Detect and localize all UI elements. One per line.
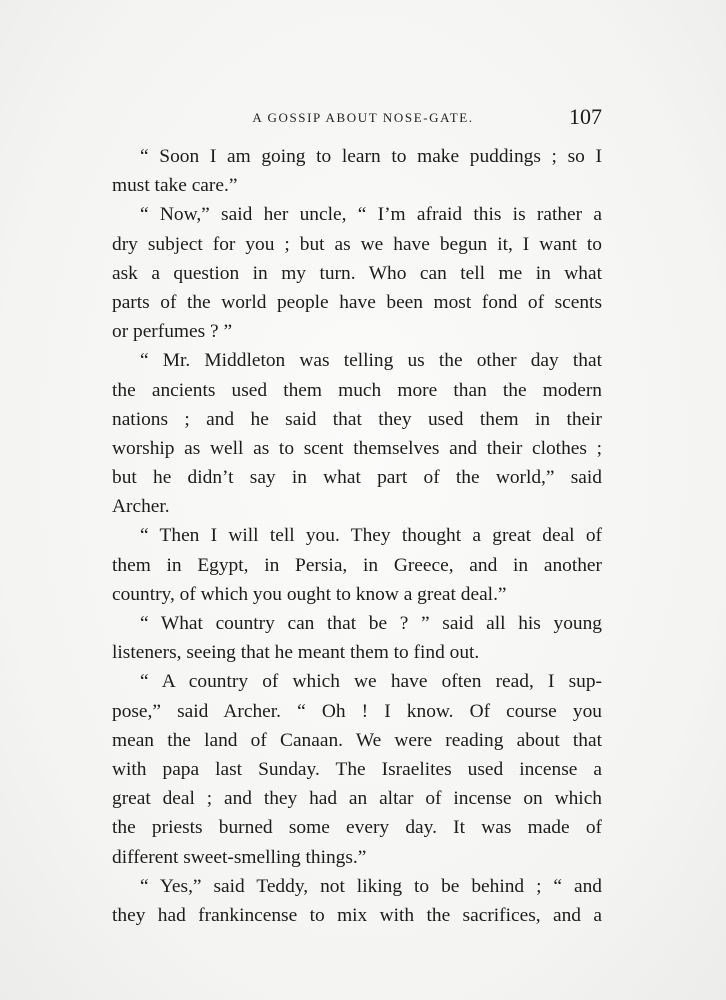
text-line: pose,” said Archer. “ Oh ! I know. Of course you [112, 700, 602, 722]
text-line: they had frankincense to mix with the sacrifices, and a [112, 904, 602, 926]
text-line: but he didn’t say in what part of the world,” said [112, 467, 602, 489]
text-line: “ A country of which we have often read, I sup- [140, 671, 602, 693]
text-line: the priests burned some every day. It was made of [112, 817, 602, 839]
text-line: nations ; and he said that they used them in their [112, 408, 602, 430]
text-line: “ Then I will tell you. They thought a great deal of [140, 525, 602, 547]
page-number: 107 [569, 104, 602, 129]
text-line: “ Mr. Middleton was telling us the other day that [140, 350, 602, 372]
text-line: dry subject for you ; but as we have begun it, I want to [112, 233, 602, 255]
body-text [112, 142, 602, 930]
text-line: “ Yes,” said Teddy, not liking to be behind ; “ and [140, 875, 602, 897]
text-line: “ What country can that be ? ” said all his young [140, 613, 602, 634]
text-line: different sweet-smelling things.” [112, 846, 367, 868]
text-line: “ Now,” said her uncle, “ I’m afraid this is rather a [140, 204, 602, 226]
text-line: parts of the world people have been most fond of scents [112, 291, 602, 313]
text-line: with papa last Sunday. The Israelites used incense a [112, 758, 602, 780]
running-title: A GOSSIP ABOUT NOSE-GATE. [252, 110, 474, 125]
text-line: listeners, seeing that he meant them to find out. [112, 642, 480, 664]
text-line: great deal ; and they had an altar of incense on which [112, 788, 602, 810]
text-line: must take care.” [112, 175, 238, 197]
text-line: or perfumes ? ” [112, 321, 233, 343]
text-line: Archer. [112, 496, 170, 518]
text-line: mean the land of Canaan. We were reading about that [112, 729, 602, 751]
text-line: country, of which you ought to know a great deal.” [112, 583, 507, 605]
page-header [112, 104, 602, 132]
text-line: worship as well as to scent themselves and their clothes ; [112, 437, 602, 459]
text-line: them in Egypt, in Persia, in Greece, and in another [112, 554, 602, 576]
text-line: ask a question in my turn. Who can tell me in what [112, 262, 602, 284]
text-line: “ Soon I am going to learn to make puddings ; so I [140, 146, 602, 167]
text-line: the ancients used them much more than the modern [112, 379, 602, 401]
